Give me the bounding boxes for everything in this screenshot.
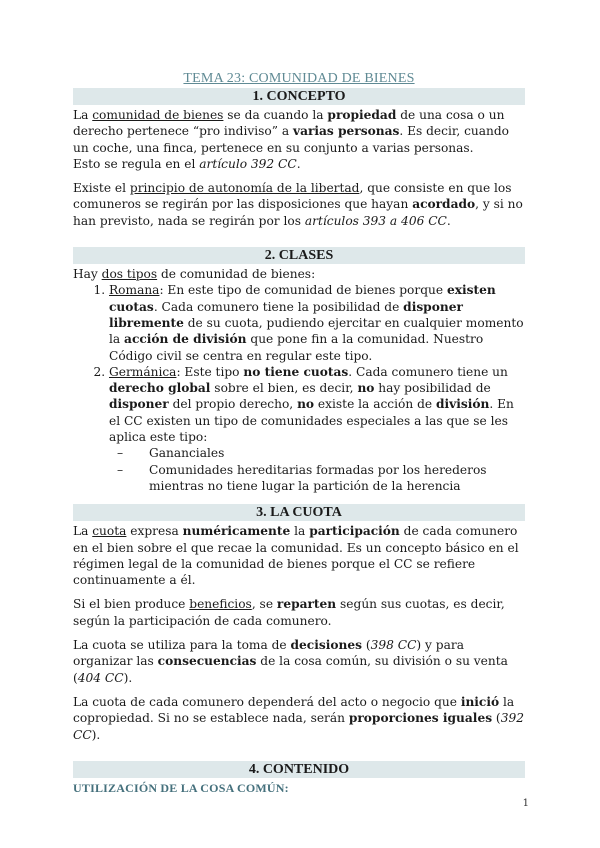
sublist-item: – Gananciales bbox=[109, 445, 525, 461]
paragraph-concepto-definition: La comunidad de bienes se da cuando la propiedad de una cosa o un derecho pertenece “pro indiviso” a varias personas. Es decir, cuando un coche, una finca, pertenece en su conjunto a varias personas. Esto se regula en el artículo 392 CC. bbox=[73, 108, 510, 171]
germanica-sublist bbox=[109, 445, 525, 494]
clases-list bbox=[73, 282, 525, 494]
document-page bbox=[73, 70, 525, 796]
document-title: TEMA 23: COMUNIDAD DE BIENES bbox=[183, 71, 415, 86]
section-heading-concepto: 1. CONCEPTO bbox=[73, 88, 525, 105]
section-heading-contenido: 4. CONTENIDO bbox=[73, 761, 525, 778]
list-item-germanica: 2. Germánica: Este tipo no tiene cuotas. Cada comunero tiene un derecho global sobre el bien, es decir, no hay posibilidad de disponer del propio derecho, no existe la acción de división. En el CC existen un tipo de comunidades especiales a las que se les aplica este tipo: – Gananciales – Comunidades hereditarias formadas por los herederos mientras no tiene lugar la partición de la herencia bbox=[109, 364, 525, 494]
paragraph-beneficios: Si el bien produce beneficios, se reparten según sus cuotas, es decir, según la participación de cada comunero. bbox=[73, 597, 505, 628]
paragraph-autonomia: Existe el principio de autonomía de la libertad, que consiste en que los comuneros se regirán por las disposiciones que hayan acordado, y si no han previsto, nada se regirán por los artículos 393 a 406 CC. bbox=[73, 181, 523, 228]
paragraph-proporciones: La cuota de cada comunero dependerá del acto o negocio que inició la copropiedad. Si no se establece nada, serán proporciones iguales (392 CC). bbox=[73, 694, 524, 742]
paragraph-clases-intro: Hay dos tipos de comunidad de bienes: bbox=[73, 267, 316, 282]
paragraph-cuota-definition: La cuota expresa numéricamente la participación de cada comunero en el bien sobre el que recae la comunidad. Es un concepto básico en el régimen legal de la comunidad de bienes porque el CC se refiere continuamente a él. bbox=[73, 524, 519, 588]
list-item-romana: 1. Romana: En este tipo de comunidad de bienes porque existen cuotas. Cada comunero tiene la posibilidad de disponer libremente de su cuota, pudiendo ejercitar en cualquier momento la acción de división que pone fin a la comunidad. Nuestro Código civil se centra en regular este tipo. bbox=[109, 282, 525, 363]
section-heading-cuota: 3. LA CUOTA bbox=[73, 504, 525, 521]
page-number: 1 bbox=[522, 798, 529, 809]
subheading-utilizacion: UTILIZACIÓN DE LA COSA COMÚN: bbox=[73, 780, 289, 795]
sublist-item: – Comunidades hereditarias formadas por los herederos mientras no tiene lugar la partición de la herencia bbox=[109, 462, 525, 495]
paragraph-decisiones: La cuota se utiliza para la toma de decisiones (398 CC) y para organizar las consecuencias de la cosa común, su división o su venta (404 CC). bbox=[73, 638, 508, 685]
section-heading-clases: 2. CLASES bbox=[73, 247, 525, 264]
